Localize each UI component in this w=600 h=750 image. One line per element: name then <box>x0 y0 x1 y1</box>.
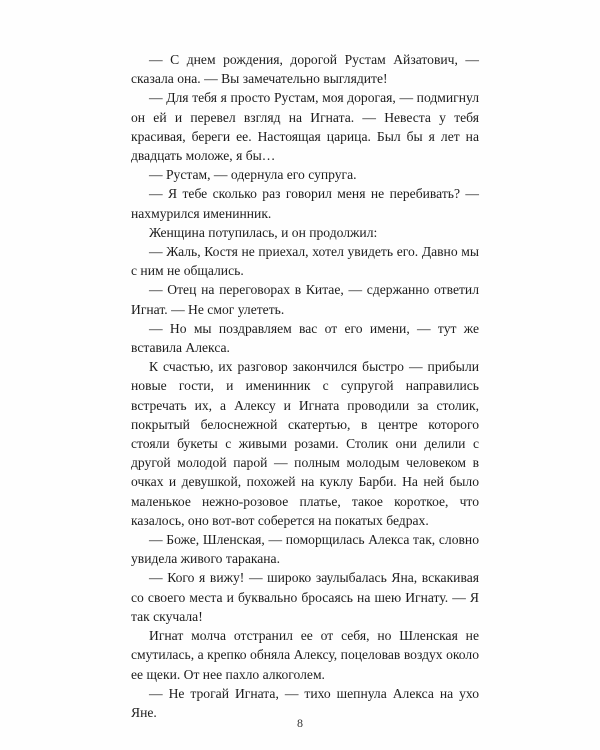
paragraph-5: Женщина потупилась, и он продолжил: <box>149 224 378 240</box>
paragraph-4: — Я тебе сколько раз говорил меня не перебивать? — нахмурился именинник. <box>131 186 479 221</box>
paragraph-7: — Отец на переговорах в Китае, — сдержанно ответил Игнат. — Не смог улететь. <box>131 282 479 317</box>
page-number: 8 <box>297 716 303 730</box>
page-text <box>131 50 479 722</box>
paragraph-3: — Рустам, — одернула его супруга. <box>149 167 357 183</box>
paragraph-11: — Кого я вижу! — широко заулыбалась Яна, вскакивая со своего места и буквально бросаясь на шею Игнату. — Я так скучала! <box>131 570 479 624</box>
paragraph-10: — Боже, Шленская, — поморщилась Алекса так, словно увидела живого таракана. <box>131 532 479 567</box>
paragraph-13: — Не трогай Игната, — тихо шепнула Алекса на ухо Яне. <box>131 685 479 720</box>
paragraph-6: — Жаль, Костя не приехал, хотел увидеть его. Давно мы с ним не общались. <box>131 244 479 279</box>
paragraph-2: — Для тебя я просто Рустам, моя дорогая, — подмигнул он ей и перевел взгляд на Игната. — Невеста у тебя красивая, береги ее. Настоящая царица. Был бы я лет на двадцать моложе, я бы… <box>131 90 479 164</box>
paragraph-12: Игнат молча отстранил ее от себя, но Шленская не смутилась, а крепко обняла Алексу, поцеловав воздух около ее щеки. От нее пахло алкоголем. <box>131 628 479 682</box>
paragraph-8: — Но мы поздравляем вас от его имени, — тут же вставила Алекса. <box>131 320 479 356</box>
paragraph-1: — С днем рождения, дорогой Рустам Айзатович, — сказала она. — Вы замечательно выглядите! <box>131 52 479 87</box>
paragraph-9: К счастью, их разговор закончился быстро — прибыли новые гости, и именинник с супругой направились встречать их, а Алексу и Игната проводили за столик, покрытый белоснежной скатертью, в центре которого стояли букеты с живыми розами. Столик они делили с другой молодой парой — полным молодым человеком в очках и девушкой, похожей на куклу Барби. На ней было маленькое нежно-розовое платье, такое короткое, что казалось, оно вот-вот соберется на покатых бедрах. <box>131 359 479 528</box>
